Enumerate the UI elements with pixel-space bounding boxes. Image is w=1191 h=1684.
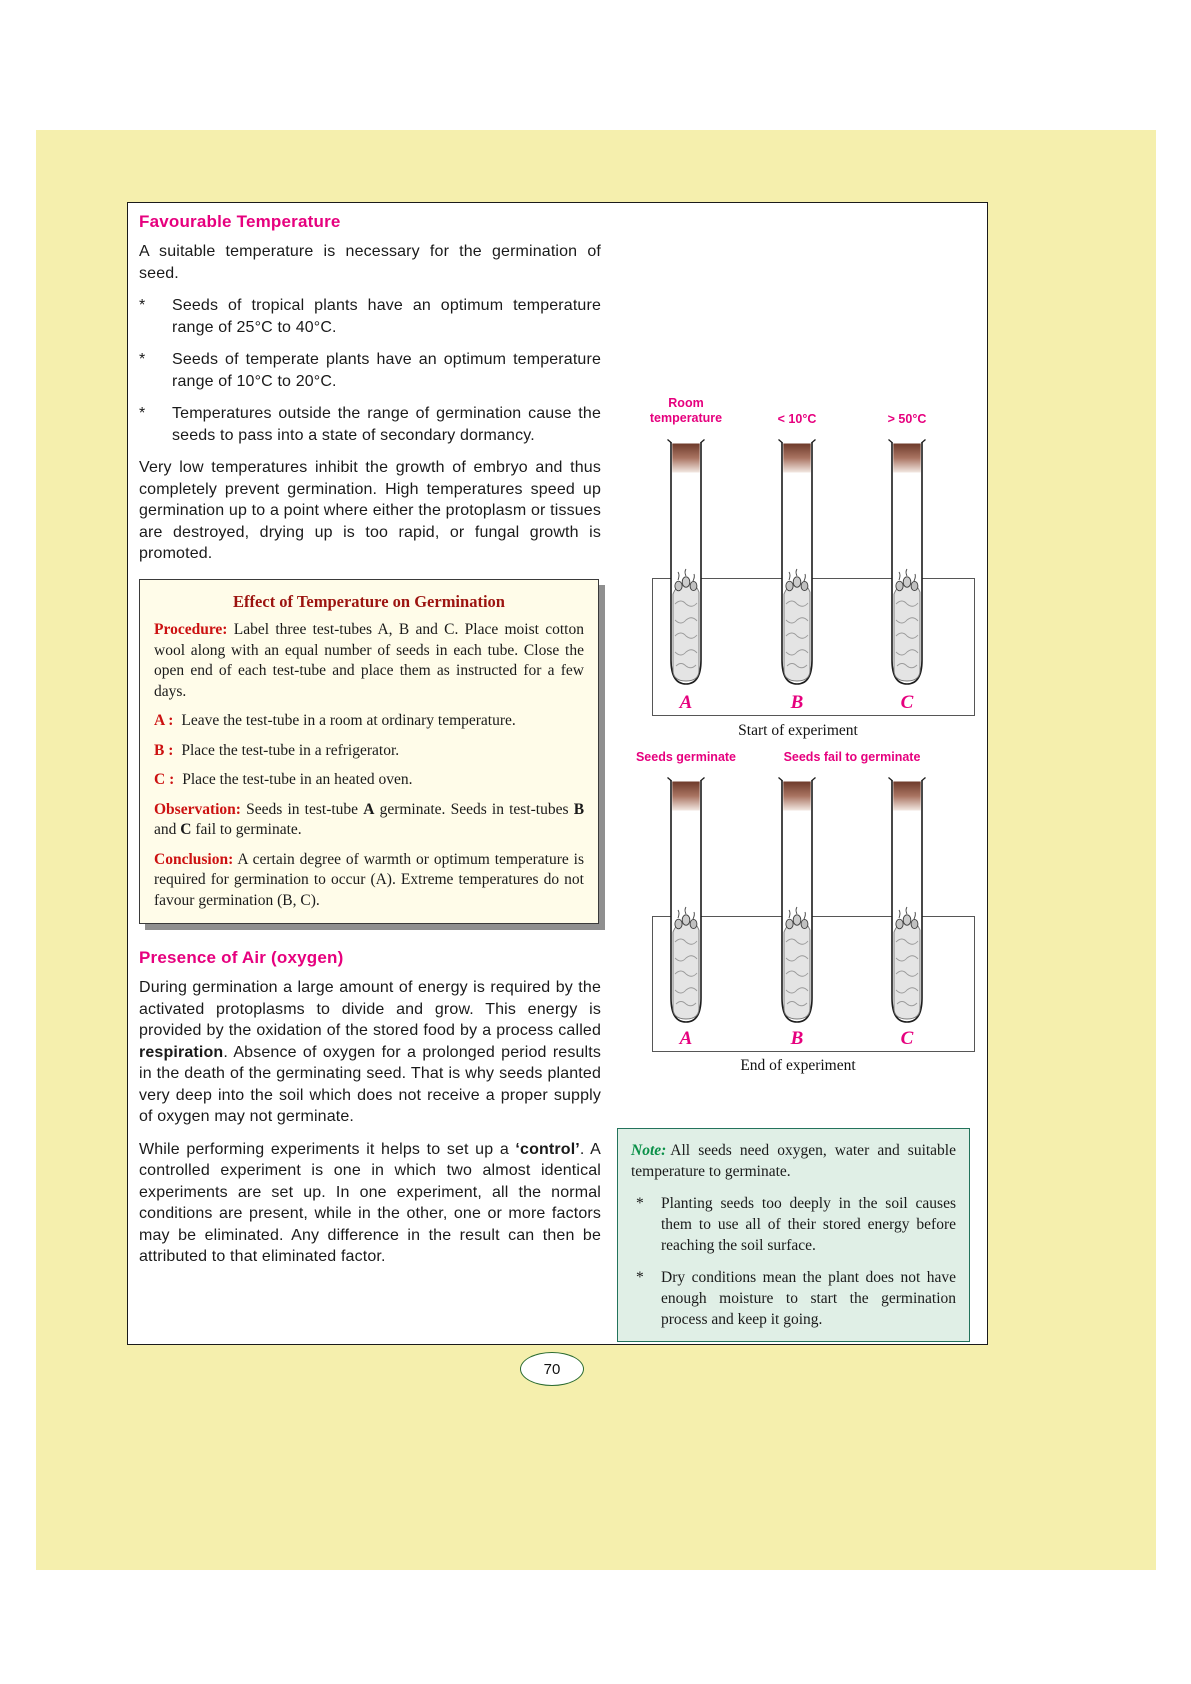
figure-caption-start: Start of experiment bbox=[738, 722, 858, 739]
conclusion-label: Conclusion: bbox=[154, 850, 234, 868]
bullet-star: * bbox=[139, 405, 146, 422]
control-paragraph bbox=[139, 1139, 601, 1268]
left-column bbox=[139, 212, 601, 1279]
tube-label-c: C bbox=[900, 1028, 914, 1049]
experiment-step-a bbox=[154, 711, 584, 732]
temperature-effects-paragraph: Very low temperatures inhibit the growth of embryo and thus completely prevent germination. High temperatures speed up germination up to a point where either the protoplasm or tissues are destroyed, drying up is too rapid, or fungal growth is promoted. bbox=[139, 459, 601, 562]
note-bullet-text: Planting seeds too deeply in the soil causes them to use all of their stored energy before reaching the soil surface. bbox=[661, 1195, 956, 1254]
step-b-label: B : bbox=[154, 741, 174, 759]
bullet-item bbox=[139, 349, 601, 392]
observation-label: Observation: bbox=[154, 800, 241, 818]
step-c-text: Place the test-tube in an heated oven. bbox=[182, 771, 413, 788]
test-tube-b-illustration bbox=[769, 772, 825, 1028]
favourable-intro-paragraph: A suitable temperature is necessary for the germination of seed. bbox=[139, 243, 601, 282]
test-tube-c-illustration bbox=[879, 772, 935, 1028]
experiment-conclusion bbox=[154, 850, 584, 912]
step-b-text: Place the test-tube in a refrigerator. bbox=[181, 741, 400, 759]
step-c-label: C : bbox=[154, 771, 175, 788]
experiment-procedure bbox=[154, 620, 584, 702]
bullet-text: Seeds of tropical plants have an optimum temperature range of 25°C to 40°C. bbox=[172, 297, 601, 336]
note-bullet-text: Dry conditions mean the plant does not have enough moisture to start the germination process and keep it going. bbox=[661, 1269, 956, 1328]
experiment-step-b bbox=[154, 741, 584, 762]
experiment-observation bbox=[154, 800, 584, 841]
bullet-item bbox=[139, 295, 601, 338]
tube-label-b: B bbox=[790, 692, 804, 713]
control-bold: ‘control’ bbox=[515, 1140, 580, 1158]
air-paragraph-1 bbox=[139, 977, 601, 1128]
bullet-item bbox=[139, 403, 601, 446]
note-bullet-item bbox=[631, 1267, 956, 1330]
result-label-seeds-germinate: Seeds germinate bbox=[635, 750, 737, 764]
step-a-label: A : bbox=[154, 712, 174, 729]
figure-caption-end: End of experiment bbox=[740, 1057, 856, 1074]
tube-label-a: A bbox=[679, 692, 693, 713]
control-paragraph-text: While performing experiments it helps to set up a bbox=[139, 1140, 516, 1158]
procedure-label: Procedure: bbox=[154, 621, 228, 638]
test-tube-a-illustration bbox=[658, 772, 714, 1028]
test-tube-b-illustration bbox=[769, 434, 825, 690]
step-a-text: Leave the test-tube in a room at ordinary temperature. bbox=[181, 712, 516, 729]
observation-bold-c: C bbox=[180, 821, 192, 838]
condition-label-below-10c: < 10°C bbox=[777, 412, 817, 426]
tube-label-a: A bbox=[679, 1028, 693, 1049]
bullet-star: * bbox=[636, 1269, 644, 1286]
condition-label-room-temperature: Room temperature bbox=[649, 396, 723, 425]
note-intro bbox=[631, 1140, 956, 1182]
observation-text: Seeds in test-tube bbox=[246, 800, 364, 818]
experiment-step-c bbox=[154, 770, 584, 791]
air-paragraph-1-text: . Absence of oxygen for a prolonged period results in the death of the germinating seed. That is why seeds planted very deep into the soil which does not receive a proper supply of oxygen may not germinate. bbox=[139, 1043, 601, 1125]
observation-text: and bbox=[154, 821, 181, 838]
experiment-title: Effect of Temperature on Germination bbox=[233, 591, 505, 611]
tube-label-c: C bbox=[900, 692, 914, 713]
observation-bold-a: A bbox=[363, 800, 375, 818]
conclusion-text: A certain degree of warmth or optimum temperature is required for germination to occur (A). Extreme temperatures do not favour germination (B, C). bbox=[154, 850, 584, 909]
page-number: 70 bbox=[543, 1360, 561, 1378]
air-paragraph-1-text: During germination a large amount of energy is required by the activated protoplasms to divide and grow. This energy is provided by the oxidation of the stored food by a process called bbox=[139, 979, 601, 1039]
tube-label-b: B bbox=[790, 1028, 804, 1049]
note-label: Note: bbox=[631, 1142, 667, 1159]
bullet-text: Seeds of temperate plants have an optimum temperature range of 10°C to 20°C. bbox=[172, 351, 601, 390]
bullet-text: Temperatures outside the range of germination cause the seeds to pass into a state of secondary dormancy. bbox=[172, 405, 601, 444]
note-bullet-item bbox=[631, 1193, 956, 1256]
test-tube-a-illustration bbox=[658, 434, 714, 690]
note-intro-text: All seeds need oxygen, water and suitable temperature to germinate. bbox=[631, 1142, 956, 1180]
result-label-seeds-fail: Seeds fail to germinate bbox=[783, 750, 921, 764]
observation-text: germinate. Seeds in test-tubes bbox=[374, 800, 574, 818]
heading-presence-of-air: Presence of Air (oxygen) bbox=[139, 948, 344, 967]
observation-bold-b: B bbox=[573, 800, 585, 818]
page-number-badge bbox=[520, 1352, 584, 1386]
experiment-box bbox=[139, 579, 599, 925]
observation-text: fail to germinate. bbox=[191, 821, 302, 838]
procedure-text: Label three test-tubes A, B and C. Place moist cotton wool along with an equal number of seeds in each tube. Close the open end of each test-tube and place them as instructed for a few days. bbox=[154, 621, 584, 700]
heading-favourable-temperature: Favourable Temperature bbox=[139, 212, 341, 231]
control-paragraph-text: . A controlled experiment is one in which two almost identical experiments are set up. In one experiment, all the normal conditions are present, while in the other, one or more factors may be eliminated. Any difference in the result can then be attributed to that eliminated factor. bbox=[139, 1140, 601, 1265]
condition-label-above-50c: > 50°C bbox=[887, 412, 927, 426]
test-tube-c-illustration bbox=[879, 434, 935, 690]
note-box bbox=[617, 1128, 970, 1342]
bullet-star: * bbox=[139, 297, 146, 314]
bullet-star: * bbox=[636, 1195, 644, 1212]
bullet-star: * bbox=[139, 351, 146, 368]
respiration-bold: respiration bbox=[139, 1043, 224, 1061]
